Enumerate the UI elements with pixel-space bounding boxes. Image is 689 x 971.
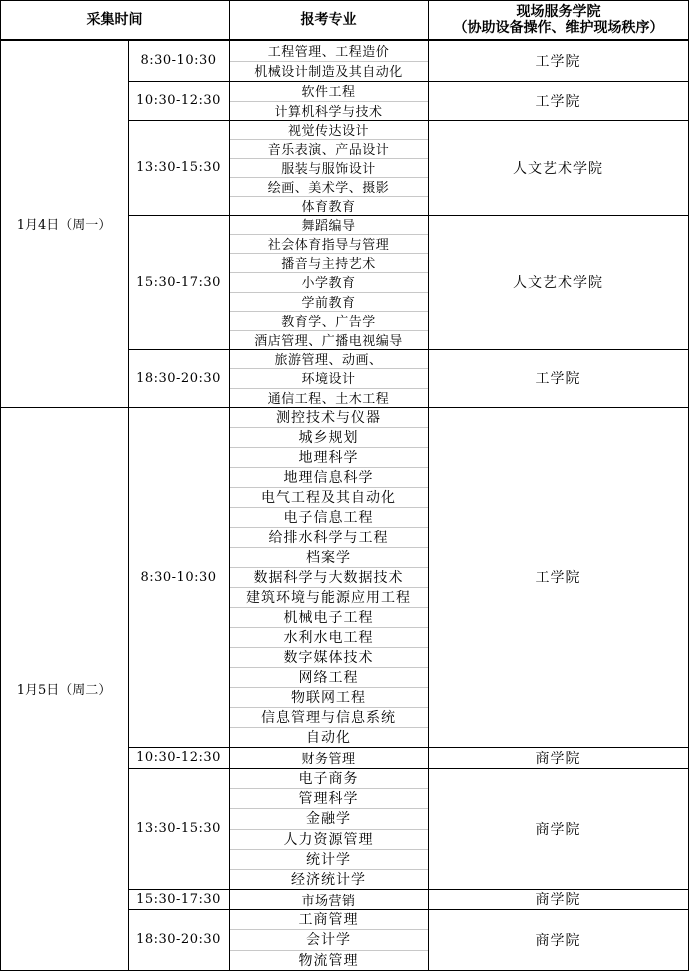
major-item: 物流管理 xyxy=(298,952,359,969)
time-slot-cell: 8:30-10:30 xyxy=(140,53,217,68)
major-divider xyxy=(230,627,428,628)
date-cell: 1月5日（周二） xyxy=(16,683,112,698)
major-divider xyxy=(230,253,428,254)
major-divider xyxy=(230,829,428,830)
major-item: 机械电子工程 xyxy=(283,610,374,626)
college-cell: 商学院 xyxy=(535,821,581,838)
major-item: 城乡规划 xyxy=(298,430,359,446)
major-divider xyxy=(230,368,428,369)
major-divider xyxy=(230,139,428,140)
major-item: 地理信息科学 xyxy=(283,470,374,486)
major-item: 工程管理、工程造价 xyxy=(267,44,390,60)
college-cell: 人文艺术学院 xyxy=(513,275,603,291)
major-divider xyxy=(230,158,428,159)
major-divider xyxy=(230,447,428,448)
time-slot-cell: 13:30-15:30 xyxy=(136,821,221,836)
header-major: 报考专业 xyxy=(300,12,357,28)
major-item: 教育学、广告学 xyxy=(281,314,376,330)
slot-divider xyxy=(128,81,688,82)
major-divider xyxy=(230,292,428,293)
major-item: 管理科学 xyxy=(298,791,359,808)
table-top-border xyxy=(0,0,689,1)
header-col-rule xyxy=(229,0,230,40)
major-item: 旅游管理、动画、 xyxy=(274,353,383,369)
major-item: 统计学 xyxy=(306,851,351,868)
major-divider xyxy=(230,61,428,62)
major-item: 通信工程、土木工程 xyxy=(267,391,390,407)
major-divider xyxy=(230,507,428,508)
major-divider xyxy=(230,272,428,273)
major-item: 舞蹈编导 xyxy=(301,219,356,235)
major-item: 电子信息工程 xyxy=(283,510,374,526)
college-cell: 商学院 xyxy=(535,892,581,908)
major-divider xyxy=(230,388,428,389)
major-item: 数据科学与大数据技术 xyxy=(253,570,404,586)
major-item: 经济统计学 xyxy=(291,871,366,888)
major-item: 网络工程 xyxy=(298,670,359,686)
major-item: 电气工程及其自动化 xyxy=(261,490,396,506)
major-item: 视觉传达设计 xyxy=(287,124,369,139)
major-divider xyxy=(230,869,428,870)
major-item: 数字媒体技术 xyxy=(283,650,374,666)
major-item: 地理科学 xyxy=(298,450,359,466)
major-item: 测控技术与仪器 xyxy=(276,410,381,426)
major-divider xyxy=(230,950,428,951)
time-slot-cell: 15:30-17:30 xyxy=(136,891,221,907)
major-item: 学前教育 xyxy=(301,295,356,311)
major-item: 体育教育 xyxy=(301,200,356,215)
major-divider xyxy=(230,687,428,688)
major-item: 机械设计制造及其自动化 xyxy=(254,65,403,81)
major-divider xyxy=(230,587,428,588)
major-col-rule xyxy=(428,40,429,971)
date-cell: 1月4日（周一） xyxy=(16,218,112,233)
college-cell: 工学院 xyxy=(535,570,581,586)
major-divider xyxy=(230,849,428,850)
major-item: 社会体育指导与管理 xyxy=(267,238,390,254)
major-item: 自动化 xyxy=(306,730,351,746)
college-cell: 工学院 xyxy=(535,53,581,70)
table-left-border xyxy=(0,0,1,971)
major-divider xyxy=(230,667,428,668)
major-item: 财务管理 xyxy=(301,752,356,767)
college-cell: 人文艺术学院 xyxy=(513,160,603,177)
major-divider xyxy=(230,808,428,809)
major-divider xyxy=(230,788,428,789)
major-divider xyxy=(230,177,428,178)
major-divider xyxy=(230,311,428,312)
header-time: 采集时间 xyxy=(86,12,143,28)
time-slot-cell: 15:30-17:30 xyxy=(136,274,221,290)
date-col-rule xyxy=(128,40,129,971)
college-cell: 商学院 xyxy=(535,932,581,949)
time-slot-cell: 10:30-12:30 xyxy=(136,750,221,765)
major-divider xyxy=(230,527,428,528)
major-item: 物联网工程 xyxy=(291,690,366,706)
major-item: 酒店管理、广播电视编导 xyxy=(254,333,403,349)
major-divider xyxy=(230,467,428,468)
time-slot-cell: 8:30-10:30 xyxy=(140,569,217,585)
header-college xyxy=(428,0,689,40)
slot-divider xyxy=(128,120,688,121)
major-item: 工商管理 xyxy=(298,912,359,929)
major-divider xyxy=(230,607,428,608)
major-item: 计算机科学与技术 xyxy=(274,104,383,120)
major-divider xyxy=(230,929,428,930)
major-item: 会计学 xyxy=(306,932,351,949)
major-item: 给排水科学与工程 xyxy=(268,530,389,546)
slot-divider xyxy=(128,909,688,910)
day-divider xyxy=(0,407,688,408)
major-divider xyxy=(230,234,428,235)
slot-divider xyxy=(128,768,688,769)
major-item: 环境设计 xyxy=(301,372,356,388)
major-divider xyxy=(230,547,428,548)
slot-divider xyxy=(128,349,688,350)
major-item: 市场营销 xyxy=(301,893,356,909)
header-college-title: 现场服务学院 xyxy=(516,4,601,20)
major-item: 音乐表演、产品设计 xyxy=(267,143,390,158)
major-divider xyxy=(230,487,428,488)
slot-divider xyxy=(128,889,688,890)
major-divider xyxy=(230,196,428,197)
time-slot-cell: 18:30-20:30 xyxy=(136,370,221,386)
slot-divider xyxy=(128,747,688,748)
header-col-rule xyxy=(428,0,429,40)
time-slot-cell: 18:30-20:30 xyxy=(136,932,221,947)
major-item: 信息管理与信息系统 xyxy=(261,710,396,726)
major-item: 档案学 xyxy=(306,550,351,566)
major-item: 建筑环境与能源应用工程 xyxy=(246,590,411,606)
major-divider xyxy=(230,330,428,331)
major-divider xyxy=(230,707,428,708)
major-divider xyxy=(230,727,428,728)
major-divider xyxy=(230,647,428,648)
header-bottom-border xyxy=(0,39,689,41)
college-cell: 工学院 xyxy=(535,93,581,110)
college-cell: 商学院 xyxy=(535,750,581,767)
major-item: 绘画、美术学、摄影 xyxy=(267,181,390,196)
major-item: 播音与主持艺术 xyxy=(281,257,376,273)
major-divider xyxy=(230,427,428,428)
major-divider xyxy=(230,101,428,102)
major-item: 电子商务 xyxy=(298,771,359,788)
slot-divider xyxy=(128,215,688,216)
major-item: 软件工程 xyxy=(301,85,356,101)
major-item: 金融学 xyxy=(306,811,351,828)
time-col-rule xyxy=(229,40,230,971)
time-slot-cell: 10:30-12:30 xyxy=(136,93,221,108)
major-item: 人力资源管理 xyxy=(283,831,374,848)
major-item: 水利水电工程 xyxy=(283,630,374,646)
major-divider xyxy=(230,567,428,568)
major-item: 服装与服饰设计 xyxy=(281,162,376,177)
major-item: 小学教育 xyxy=(301,276,356,292)
header-college-note: （协助设备操作、维护现场秩序） xyxy=(453,20,664,36)
time-slot-cell: 13:30-15:30 xyxy=(136,160,221,175)
college-cell: 工学院 xyxy=(535,371,581,387)
